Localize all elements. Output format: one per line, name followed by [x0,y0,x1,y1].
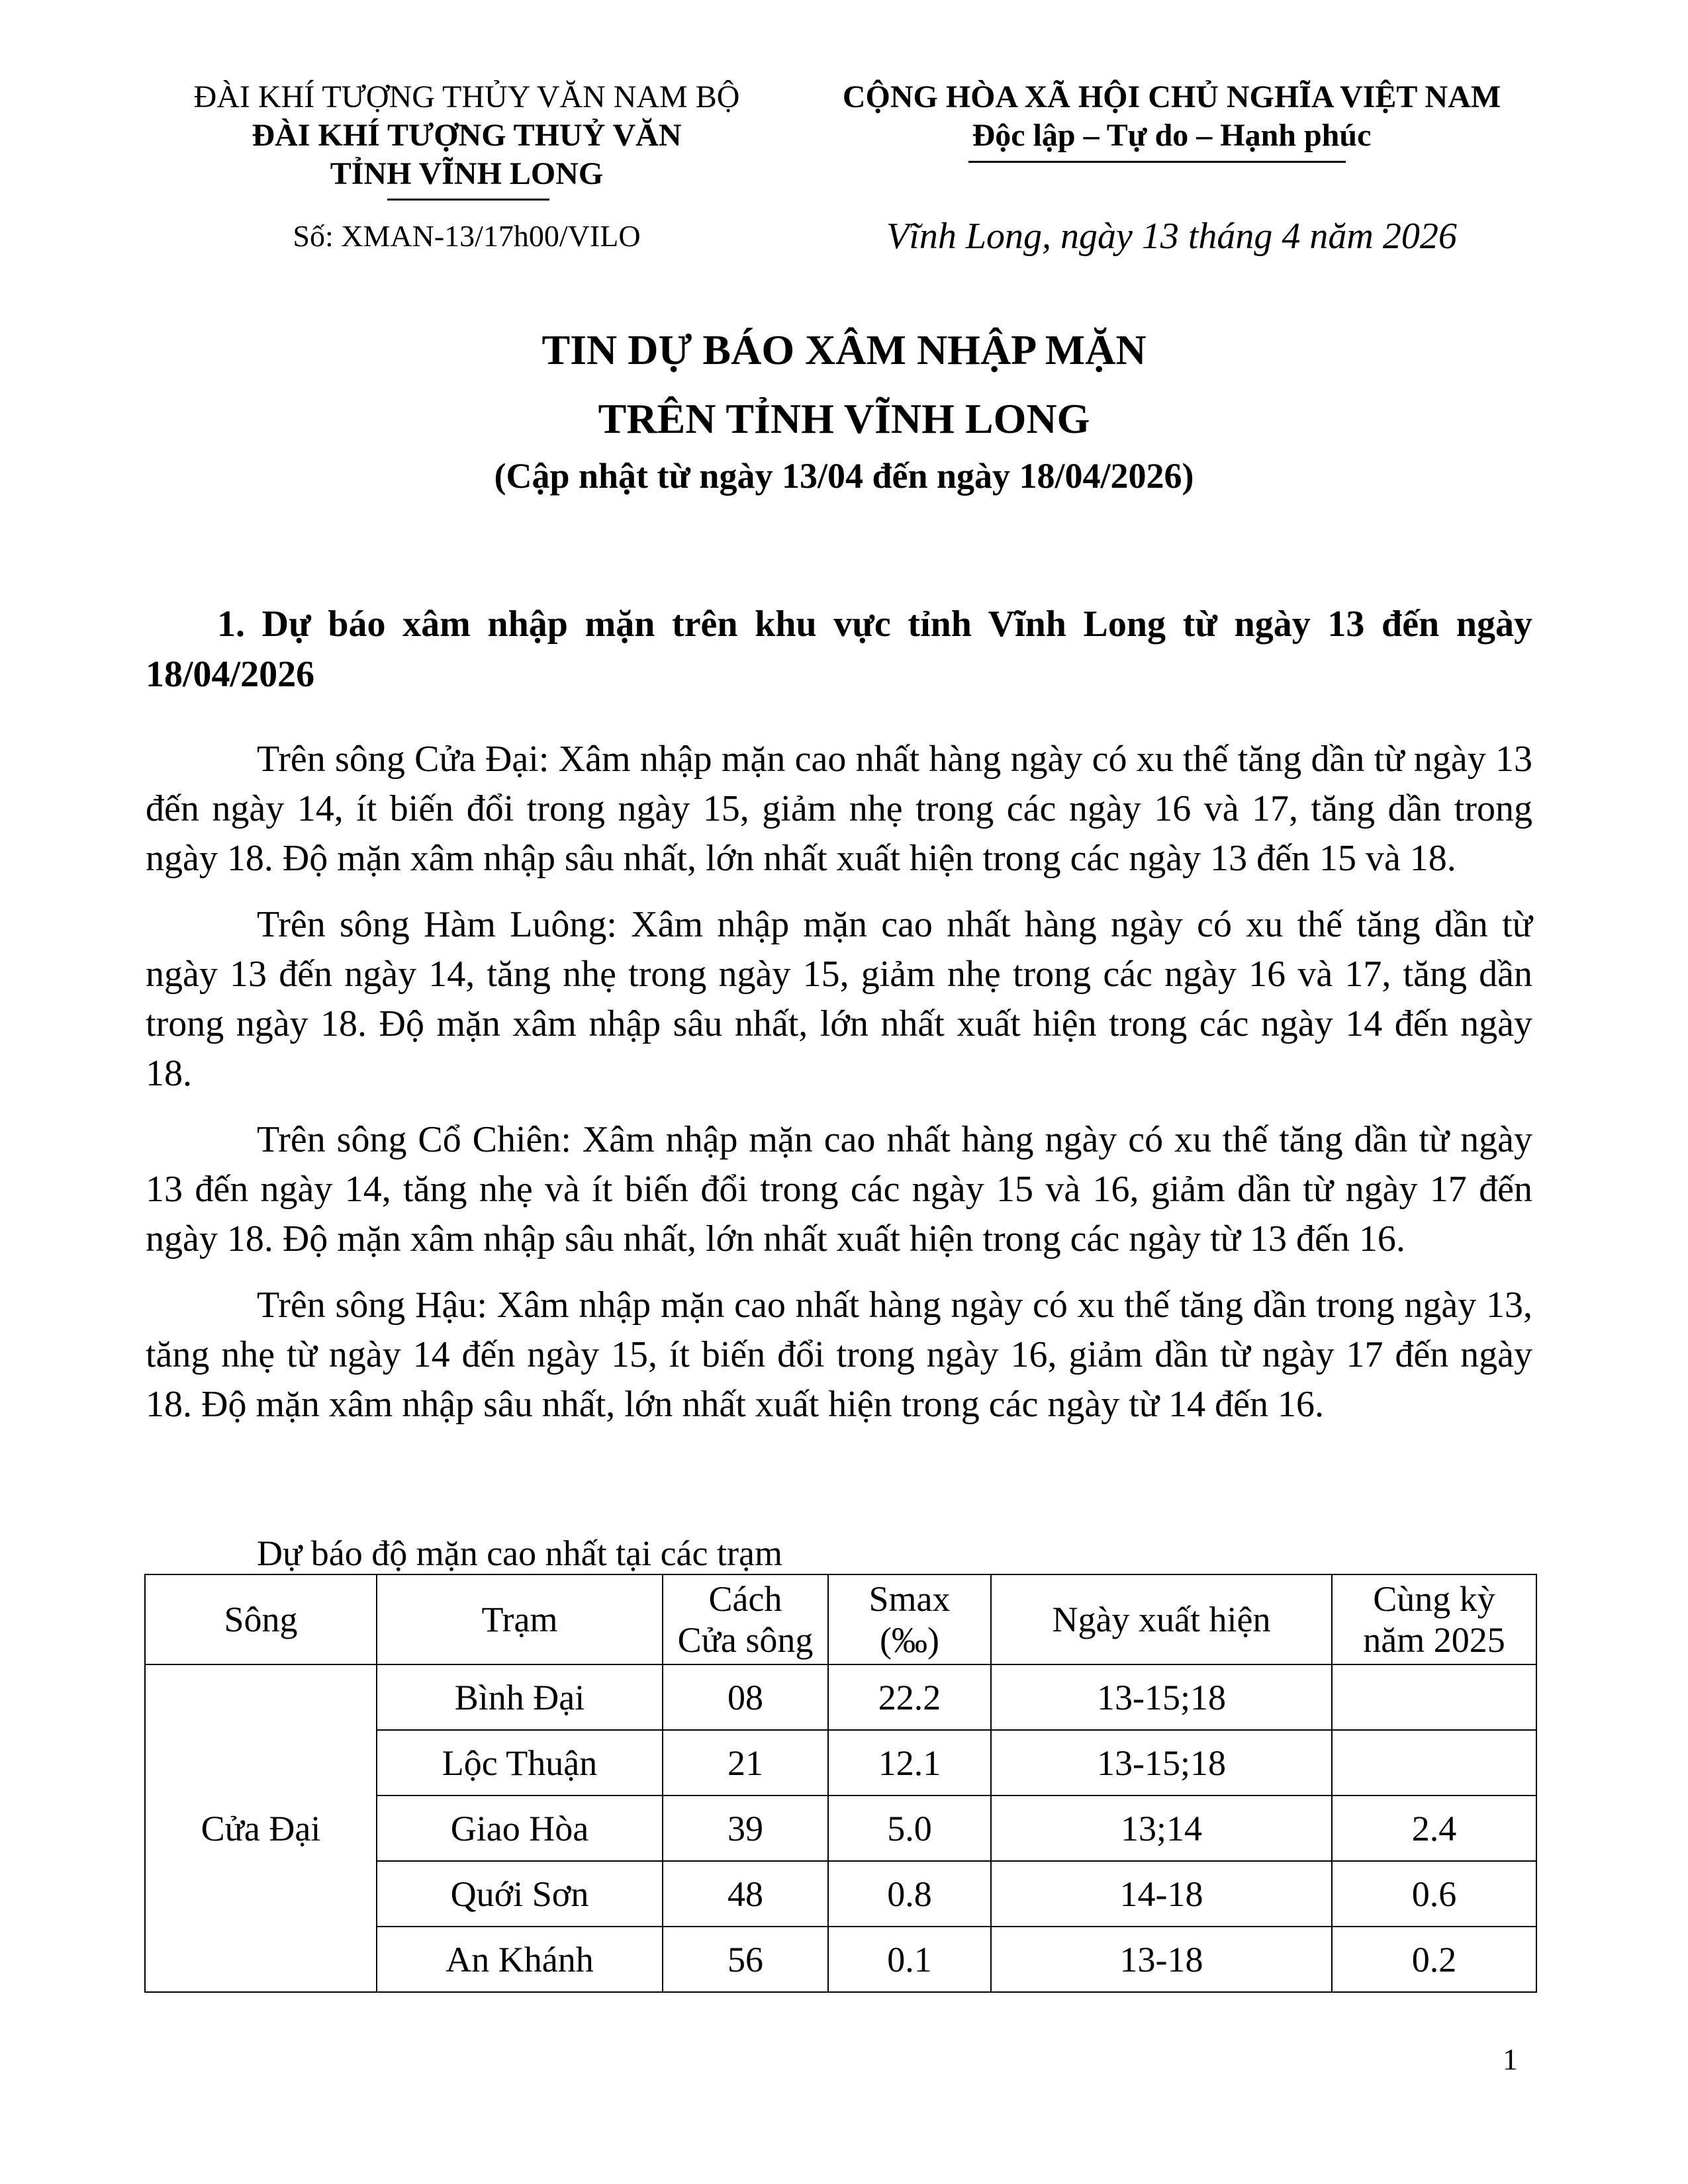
place-date: Vĩnh Long, ngày 13 tháng 4 năm 2026 [886,216,1457,257]
river-cell: Cửa Đại [145,1664,377,1992]
agency-header [132,78,801,193]
header-station: Trạm [377,1574,663,1664]
section-body [146,735,1532,1446]
date-cell: 13-15;18 [991,1730,1332,1796]
title-line-1: TIN DỰ BÁO XÂM NHẬP MẶN [541,326,1147,373]
section-number: 1. [217,604,245,645]
header-same-period: Cùng kỳ năm 2025 [1332,1574,1536,1664]
station-cell: Giao Hòa [377,1796,663,1861]
section-heading [146,599,1532,700]
table-row [145,1664,1536,1730]
distance-cell: 39 [663,1796,828,1861]
agency-province: TỈNH VĨNH LONG [330,156,604,191]
header-distance: Cách Cửa sông [663,1574,828,1664]
station-cell: Lộc Thuận [377,1730,663,1796]
paragraph-ham-luong: Trên sông Hàm Luông: Xâm nhập mặn cao nhất hàng ngày có xu thế tăng dần từ ngày 13 đến ngày 14, tăng nhẹ trong ngày 15, giảm nhẹ trong các ngày 16 và 17, tăng dần trong ngày 18. Độ mặn xâm nhập sâu nhất, lớn nhất xuất hiện trong các ngày 14 đến ngày 18. [146,904,1532,1094]
date-cell: 13-15;18 [991,1664,1332,1730]
title-line-3: (Cập nhật từ ngày 13/04 đến ngày 18/04/2026) [494,456,1194,496]
national-header [798,78,1546,155]
smax-cell: 0.8 [828,1861,991,1927]
date-cell: 13-18 [991,1927,1332,1992]
salinity-table [144,1574,1537,1993]
paragraph-co-chien: Trên sông Cổ Chiên: Xâm nhập mặn cao nhất hàng ngày có xu thế tăng dần từ ngày 13 đến ngày 14, tăng nhẹ và ít biến đổi trong các ngày 15 và 16, giảm dần từ ngày 17 đến ngày 18. Độ mặn xâm nhập sâu nhất, lớn nhất xuất hiện trong các ngày từ 13 đến 16. [146,1119,1532,1259]
station-cell: An Khánh [377,1927,663,1992]
station-cell: Quới Sơn [377,1861,663,1927]
document-title [132,314,1556,500]
section-heading-text: Dự báo xâm nhập mặn trên khu vực tỉnh Vĩnh Long từ ngày 13 đến ngày 18/04/2026 [146,604,1533,695]
header-date: Ngày xuất hiện [991,1574,1332,1664]
smax-cell: 12.1 [828,1730,991,1796]
date-cell: 13;14 [991,1796,1332,1861]
document-number: Số: XMAN-13/17h00/VILO [293,219,641,253]
distance-cell: 48 [663,1861,828,1927]
station-cell: Bình Đại [377,1664,663,1730]
header-river: Sông [145,1574,377,1664]
smax-cell: 0.1 [828,1927,991,1992]
page-number: 1 [1503,2042,1518,2076]
table-header-row [145,1574,1536,1664]
header-smax: Smax (‰) [828,1574,991,1664]
national-title: CỘNG HÒA XÃ HỘI CHỦ NGHĨA VIỆT NAM [842,79,1501,114]
table-caption: Dự báo độ mặn cao nhất tại các trạm [257,1533,782,1573]
date-cell: 14-18 [991,1861,1332,1927]
distance-cell: 21 [663,1730,828,1796]
smax-cell: 22.2 [828,1664,991,1730]
same-period-cell: 0.2 [1332,1927,1536,1992]
parent-agency: ĐÀI KHÍ TƯỢNG THỦY VĂN NAM BỘ [193,79,740,114]
agency-underline [387,199,549,201]
agency-name: ĐÀI KHÍ TƯỢNG THUỶ VĂN [252,118,682,153]
distance-cell: 56 [663,1927,828,1992]
motto-underline [968,161,1346,163]
same-period-cell [1332,1730,1536,1796]
same-period-cell: 2.4 [1332,1796,1536,1861]
title-line-2: TRÊN TỈNH VĨNH LONG [598,395,1090,442]
same-period-cell: 0.6 [1332,1861,1536,1927]
distance-cell: 08 [663,1664,828,1730]
smax-cell: 5.0 [828,1796,991,1861]
same-period-cell [1332,1664,1536,1730]
national-motto: Độc lập – Tự do – Hạnh phúc [972,118,1372,153]
paragraph-song-hau: Trên sông Hậu: Xâm nhập mặn cao nhất hàng ngày có xu thế tăng dần trong ngày 13, tăng nhẹ từ ngày 14 đến ngày 15, ít biến đổi trong ngày 16, giảm dần từ ngày 17 đến ngày 18. Độ mặn xâm nhập sâu nhất, lớn nhất xuất hiện trong các ngày từ 14 đến 16. [146,1285,1532,1425]
paragraph-cua-dai: Trên sông Cửa Đại: Xâm nhập mặn cao nhất hàng ngày có xu thế tăng dần từ ngày 13 đến ngày 14, ít biến đổi trong ngày 15, giảm nhẹ trong các ngày 16 và 17, tăng dần trong ngày 18. Độ mặn xâm nhập sâu nhất, lớn nhất xuất hiện trong các ngày 13 đến 15 và 18. [146,739,1532,879]
